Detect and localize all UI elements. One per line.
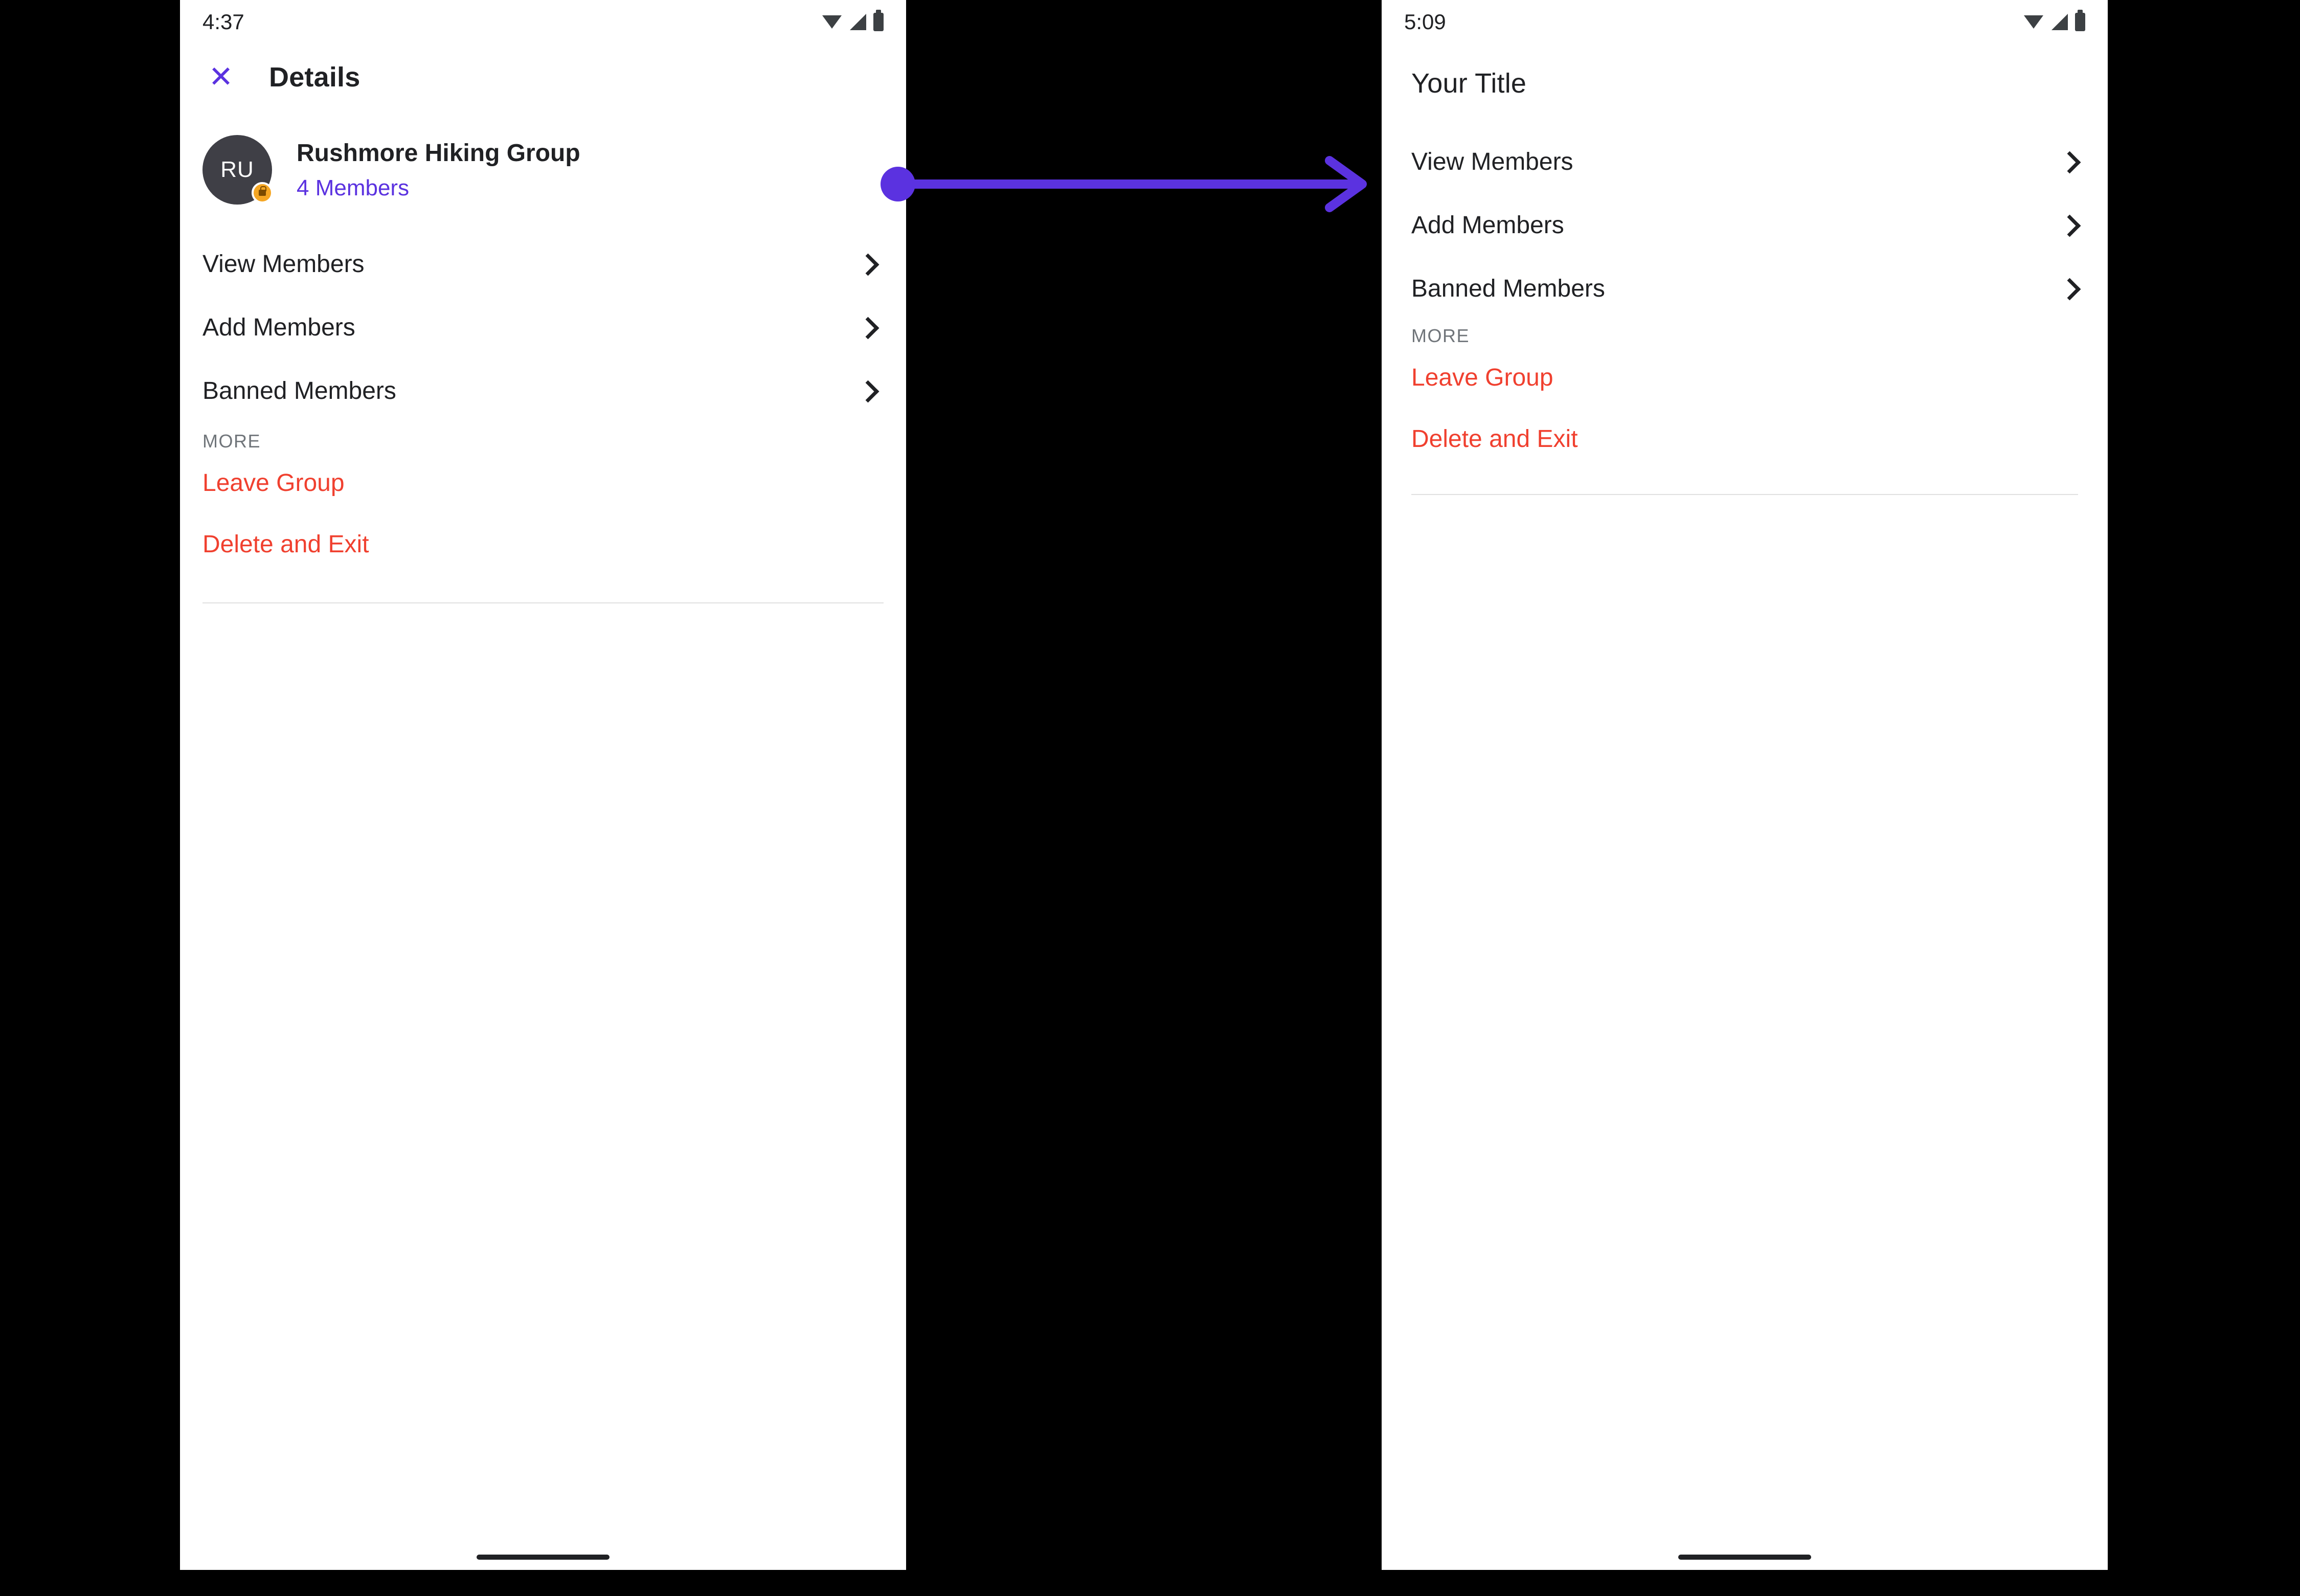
menu-item-delete-and-exit[interactable] xyxy=(1382,408,2108,469)
menu-item-delete-and-exit[interactable] xyxy=(180,513,906,575)
battery-icon xyxy=(873,13,884,31)
menu-item-banned-members[interactable] xyxy=(180,359,906,422)
signal-icon xyxy=(849,14,866,30)
menu-item-label: Delete and Exit xyxy=(202,530,369,558)
section-header-more: MORE xyxy=(202,431,261,452)
group-member-count[interactable]: 4 Members xyxy=(297,175,410,200)
chevron-right-icon xyxy=(2060,216,2078,234)
menu-item-banned-members[interactable] xyxy=(1382,257,2108,320)
menu-item-label: Banned Members xyxy=(1411,275,1605,302)
status-icons xyxy=(822,13,884,31)
wifi-icon xyxy=(822,14,842,30)
menu-item-label: Add Members xyxy=(1411,211,1564,239)
lock-badge-icon xyxy=(252,182,273,204)
menu-item-label: View Members xyxy=(1411,148,1573,175)
menu-item-view-members[interactable] xyxy=(1382,130,2108,193)
chevron-right-icon xyxy=(858,255,876,273)
chevron-right-icon xyxy=(2060,152,2078,171)
menu-item-leave-group[interactable] xyxy=(180,452,906,513)
menu-list-left xyxy=(180,232,906,422)
home-indicator xyxy=(1678,1555,1811,1560)
menu-item-add-members[interactable] xyxy=(1382,193,2108,257)
home-indicator xyxy=(477,1555,610,1560)
divider xyxy=(202,602,884,603)
menu-list-right xyxy=(1382,130,2108,320)
menu-item-label: View Members xyxy=(202,250,365,278)
page-title: Details xyxy=(269,62,360,93)
menu-item-label: Banned Members xyxy=(202,377,396,404)
avatar xyxy=(202,135,272,205)
signal-icon xyxy=(2050,14,2068,30)
status-bar-right xyxy=(1382,0,2108,44)
close-icon[interactable]: ✕ xyxy=(208,60,234,94)
avatar-initials: RU xyxy=(202,135,272,205)
page-title: Your Title xyxy=(1411,68,1527,99)
status-bar-left xyxy=(180,0,906,44)
phone-screen-right xyxy=(1382,0,2108,1570)
arrow-right-annotation xyxy=(880,153,1391,215)
group-name: Rushmore Hiking Group xyxy=(297,140,580,167)
section-header-more: MORE xyxy=(1411,325,1470,346)
app-bar-left xyxy=(180,44,906,110)
group-header xyxy=(180,110,906,205)
phone-screen-left xyxy=(180,0,906,1570)
status-icons xyxy=(2024,13,2085,31)
chevron-right-icon xyxy=(858,381,876,400)
menu-item-add-members[interactable] xyxy=(180,296,906,359)
menu-item-view-members[interactable] xyxy=(180,232,906,296)
menu-item-leave-group[interactable] xyxy=(1382,347,2108,408)
group-meta xyxy=(297,139,580,201)
menu-item-label: Add Members xyxy=(202,313,355,341)
battery-icon xyxy=(2075,13,2085,31)
status-time: 4:37 xyxy=(202,10,244,34)
chevron-right-icon xyxy=(2060,279,2078,298)
menu-item-label: Delete and Exit xyxy=(1411,425,1578,453)
chevron-right-icon xyxy=(858,318,876,336)
wifi-icon xyxy=(2024,14,2043,30)
menu-item-label: Leave Group xyxy=(1411,364,1553,391)
status-time: 5:09 xyxy=(1404,10,1446,34)
menu-item-label: Leave Group xyxy=(202,469,345,497)
divider xyxy=(1411,494,2078,495)
